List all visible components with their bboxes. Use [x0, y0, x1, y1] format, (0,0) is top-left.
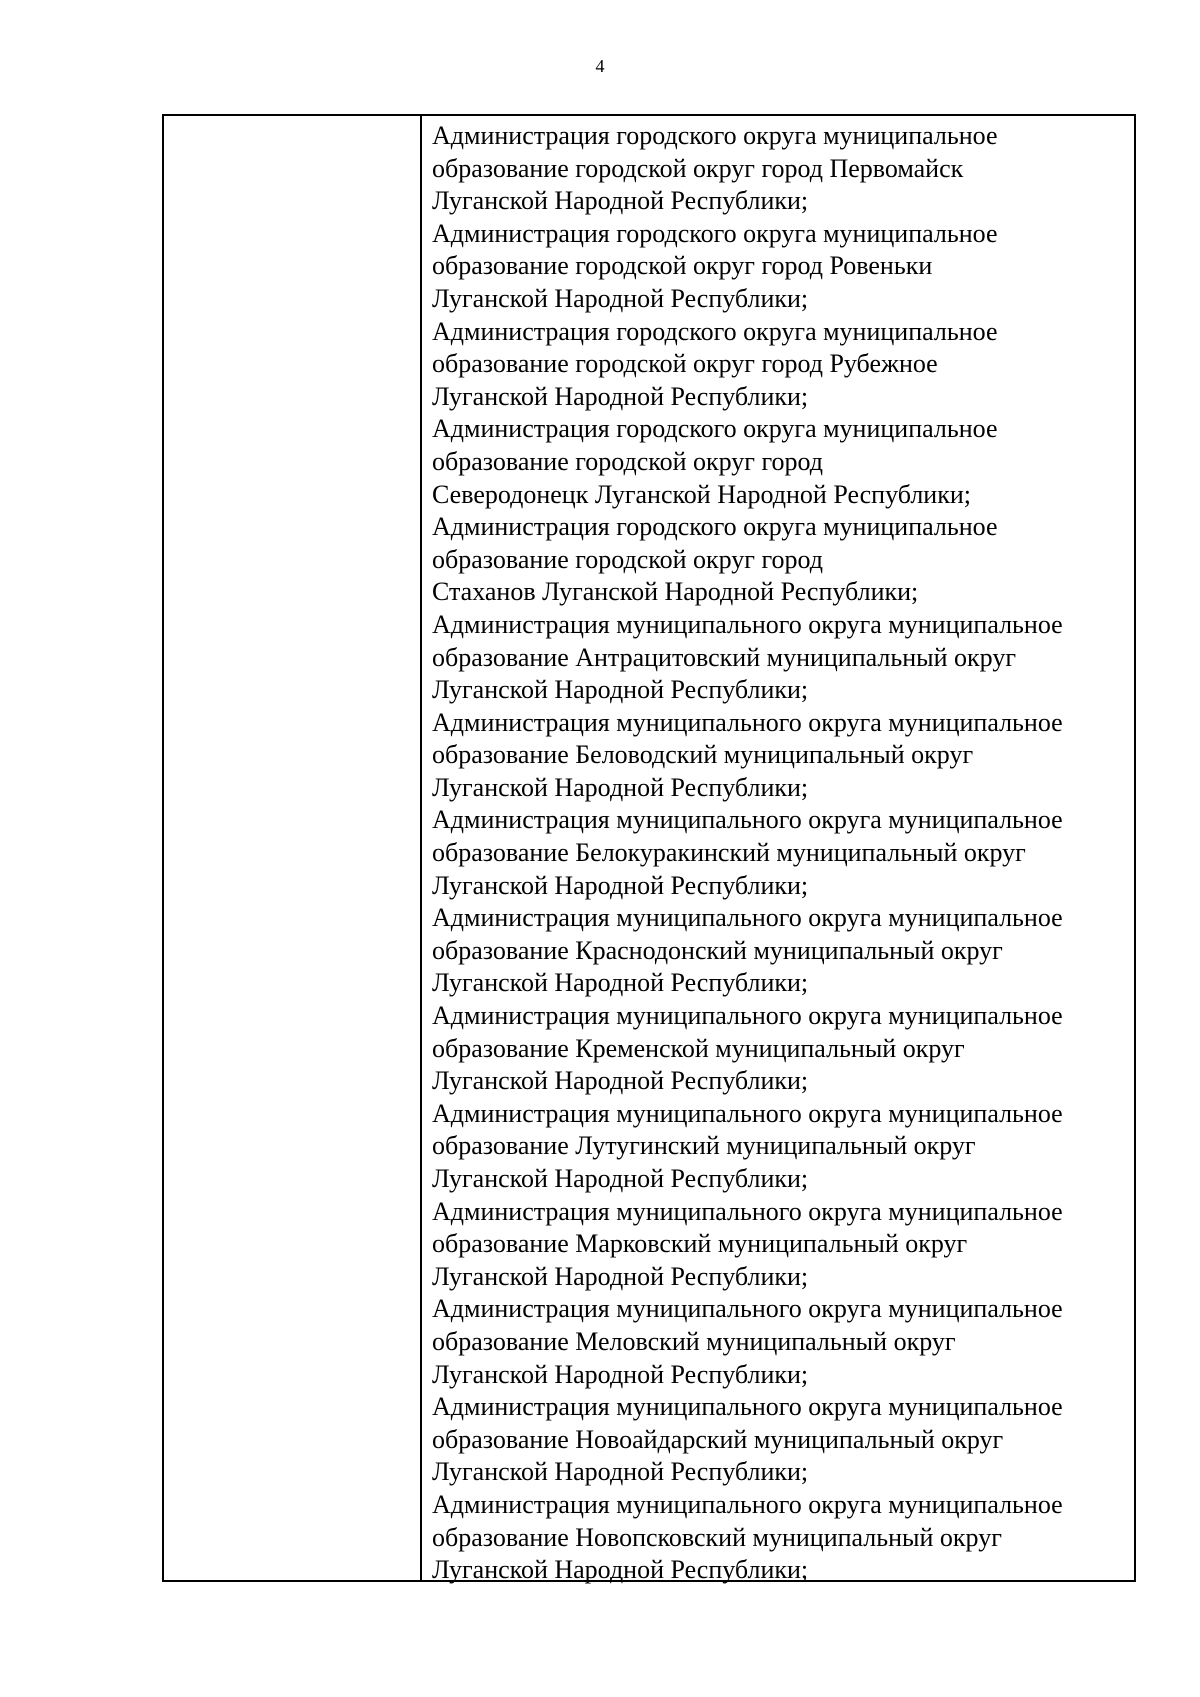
page-number: 4	[595, 56, 605, 76]
text-line: Администрация муниципального округа муниципальное	[432, 1489, 1063, 1519]
text-line: Луганской Народной Республики;	[432, 1359, 809, 1389]
text-line: образование Новопсковский муниципальный округ	[432, 1522, 1002, 1552]
text-line: образование Белокуракинский муниципальный округ	[432, 838, 1026, 868]
text-line: образование Лутугинский муниципальный округ	[432, 1131, 976, 1161]
document-table	[162, 114, 1136, 1585]
text-line: образование Кременской муниципальный округ	[432, 1033, 965, 1063]
text-line: Стаханов Луганской Народной Республики;	[432, 577, 919, 607]
text-line: Луганской Народной Республики;	[432, 1164, 809, 1193]
text-line: Северодонецк Луганской Народной Республики;	[432, 479, 971, 509]
text-line: Администрация городского округа муниципальное	[432, 218, 998, 248]
text-line: Администрация городского округа муниципальное	[432, 316, 998, 346]
text-line: Луганской Народной Республики;	[432, 1261, 809, 1291]
text-line: Администрация муниципального округа муниципальное	[432, 903, 1063, 933]
text-line: образование городской округ город Первомайск	[432, 153, 964, 183]
text-line: образование Краснодонский муниципальный округ	[432, 935, 1003, 965]
text-line: Луганской Народной Республики;	[432, 283, 809, 313]
text-line: Администрация муниципального округа муниципальное	[432, 1392, 1063, 1422]
text-line: Администрация муниципального округа муниципальное	[432, 805, 1063, 835]
text-line: Луганской Народной Республики;	[432, 1066, 809, 1096]
text-line: образование городской округ город Ровеньки	[432, 251, 933, 281]
text-line: Луганской Народной Республики;	[432, 772, 809, 802]
text-line: Луганской Народной Республики;	[432, 968, 809, 998]
text-line: образование Антрацитовский муниципальный округ	[432, 642, 1016, 672]
text-line: Луганской Народной Республики;	[432, 1555, 809, 1585]
text-line: образование городской округ город Рубежное	[432, 349, 938, 379]
text-line: образование Марковский муниципальный округ	[432, 1229, 968, 1259]
text-line: образование Меловский муниципальный округ	[432, 1326, 956, 1356]
text-line: Администрация муниципального округа муниципальное	[432, 1294, 1063, 1324]
text-line: Луганской Народной Республики;	[432, 870, 809, 900]
table-right-cell	[422, 116, 1134, 1585]
text-line: Администрация муниципального округа муниципальное	[432, 1001, 1063, 1031]
table-left-cell	[164, 116, 422, 1580]
text-line: Луганской Народной Республики;	[432, 1457, 809, 1487]
text-line: Администрация городского округа муниципальное	[432, 121, 998, 150]
text-line: Луганской Народной Республики;	[432, 675, 809, 705]
text-line: Администрация муниципального округа муниципальное	[432, 609, 1063, 639]
text-line: образование Новоайдарский муниципальный округ	[432, 1424, 1004, 1454]
text-line: образование городской округ город	[432, 446, 823, 476]
text-line: Администрация муниципального округа муниципальное	[432, 1098, 1063, 1128]
text-line: Администрация муниципального округа муниципальное	[432, 707, 1063, 737]
text-line: Администрация муниципального округа муниципальное	[432, 1196, 1063, 1226]
text-line: Администрация городского округа муниципальное	[432, 512, 998, 542]
text-line: Луганской Народной Республики;	[432, 186, 809, 216]
text-line: Луганской Народной Республики;	[432, 381, 809, 411]
text-line: образование городской округ город	[432, 544, 823, 574]
text-line: образование Беловодский муниципальный округ	[432, 740, 974, 770]
text-line: Администрация городского округа муниципальное	[432, 414, 998, 444]
